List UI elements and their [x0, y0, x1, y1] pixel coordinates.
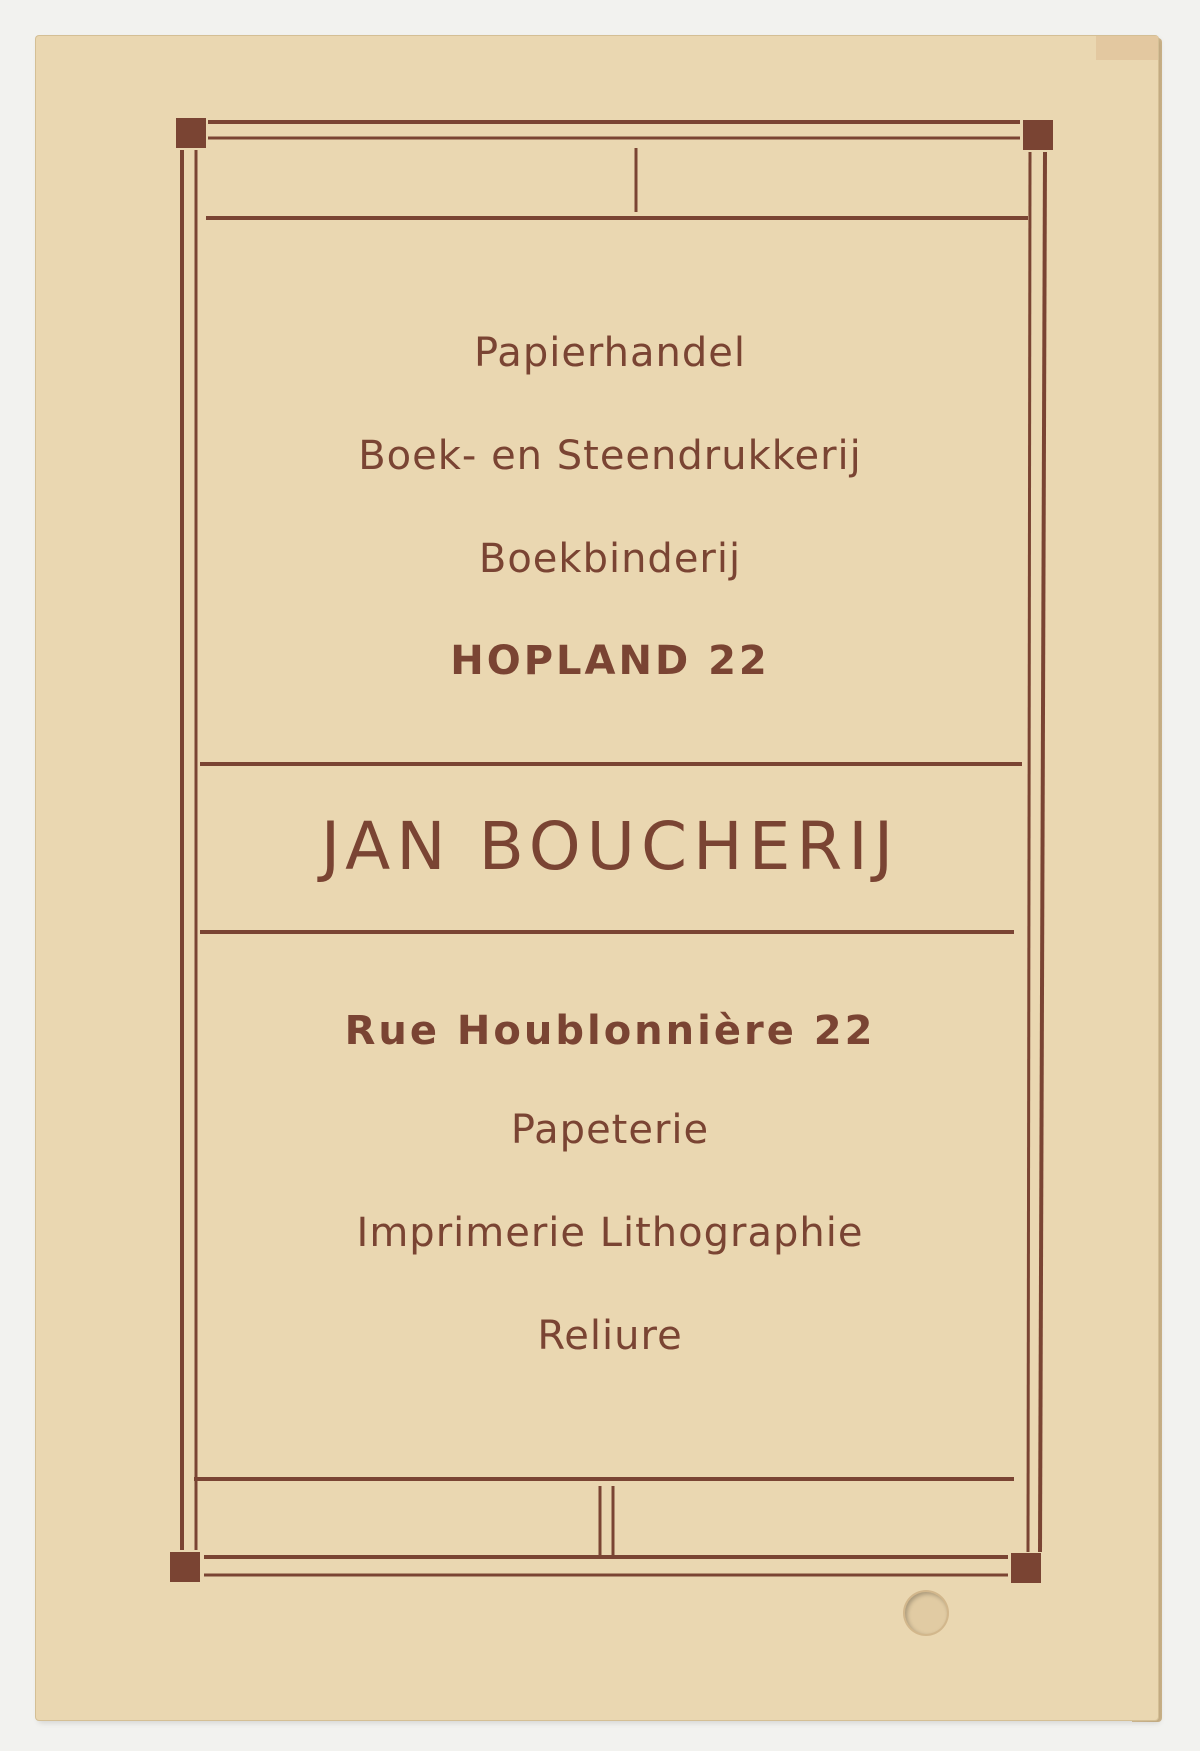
- corner-square-tl: [176, 118, 206, 148]
- bottom-line-papeterie: Papeterie: [510, 1107, 710, 1153]
- business-name: JAN BOUCHERIJ: [320, 808, 900, 885]
- bottom-line-reliure: Reliure: [537, 1313, 683, 1359]
- corner-square-bl: [170, 1552, 200, 1582]
- corner-square-br: [1011, 1553, 1041, 1583]
- corner-square-tr: [1023, 120, 1053, 150]
- top-line-boekbinderij: Boekbinderij: [478, 536, 742, 582]
- punch-hole: [905, 1592, 947, 1634]
- bottom-address: Rue Houblonnière 22: [344, 1008, 876, 1054]
- top-address: HOPLAND 22: [450, 638, 770, 684]
- bottom-line-imprimerie: Imprimerie Lithographie: [356, 1210, 864, 1256]
- top-line-steendrukkerij: Boek- en Steendrukkerij: [358, 433, 862, 479]
- top-line-papierhandel: Papierhandel: [473, 330, 747, 376]
